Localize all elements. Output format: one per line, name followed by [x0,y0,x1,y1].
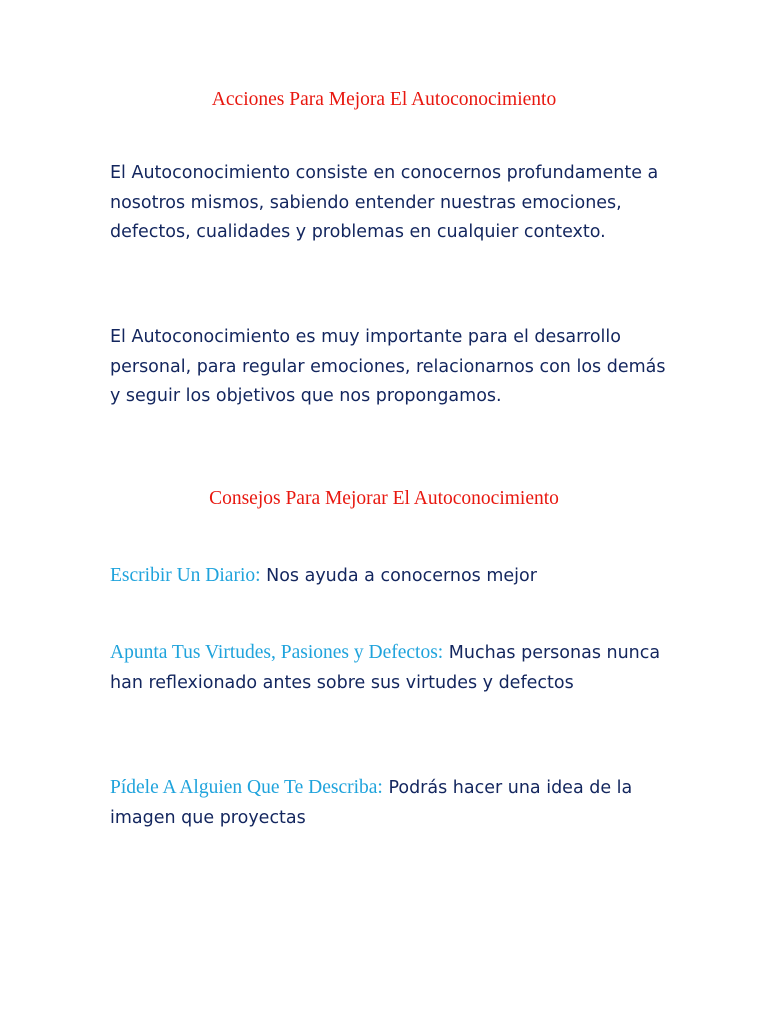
tip-label: Pídele A Alguien Que Te Describa: [110,777,383,798]
section-title: Consejos Para Mejorar El Autoconocimiento [209,488,559,509]
document-title: Acciones Para Mejora El Autoconocimiento [211,89,557,110]
tip-label: Escribir Un Diario: [110,565,261,586]
tip-label: Apunta Tus Virtudes, Pasiones y Defectos: [110,642,444,663]
tip-text: Nos ayuda a conocernos mejor [266,566,537,586]
tip-item [110,561,670,592]
importance-paragraph: El Autoconocimiento es muy importante para el desarrollo personal, para regular emociones, relacionarnos con los demás y seguir los objetivos que nos propongamos. [110,327,666,406]
tip-text: Podrás hacer una idea de la imagen que proyectas [110,778,633,828]
tip-item [110,773,670,833]
tip-item [110,638,670,698]
tip-text: Muchas personas nunca han reflexionado antes sobre sus virtudes y defectos [110,643,661,693]
intro-paragraph: El Autoconocimiento consiste en conocernos profundamente a nosotros mismos, sabiendo entender nuestras emociones, defectos, cualidades y problemas en cualquier contexto. [110,163,659,242]
